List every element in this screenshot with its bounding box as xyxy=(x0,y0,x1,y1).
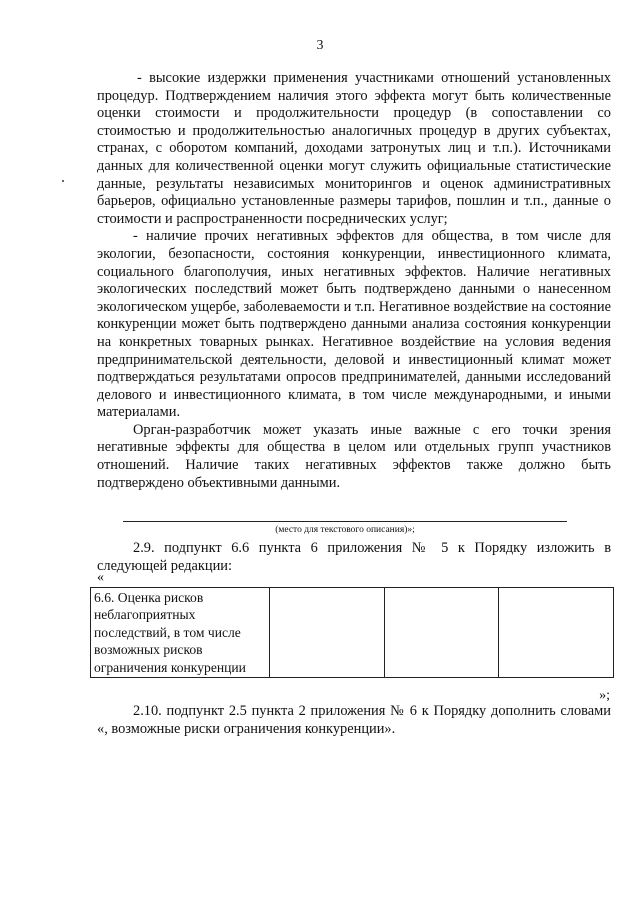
paragraph-negative-effects: - наличие прочих негативных эффектов для общества, в том числе для экологии, безопасности, состояния конкуренции, инвестиционного климата, социального благополучия, иных негативных эффектов. Наличие негативных экологических последствий может быть подтверждено данными о нанесенном экологическом ущербе, заболеваемости и т.п. Негативное воздействие на состояние конкуренции может быть подтверждено данными анализа состояния конкуренции на конкретных товарных рынках. Негативное воздействие на условия ведения предпринимательской деятельности, деловой и инвестиционный климат может подтверждаться результатами опросов предпринимателей, данными исследований делового и инвестиционного климата, в том числе международными, и иными материалами. xyxy=(97,228,611,421)
risk-assessment-table xyxy=(90,587,614,678)
clause-2-9: 2.9. подпункт 6.6 пункта 6 приложения № 5 к Порядку изложить в следующей редакции: xyxy=(97,540,611,574)
paragraph-other-effects: Орган-разработчик может указать иные важные с его точки зрения негативные эффекты для общества в целом или отдельных групп участников отношений. Наличие таких негативных эффектов также должно быть подтверждено объективными данными. xyxy=(97,421,611,491)
table-row xyxy=(91,588,614,678)
description-caption: (место для текстового описания)»; xyxy=(275,525,415,535)
table-cell-label: 6.6. Оценка рисков неблагоприятных последствий, в том числе возможных рисков ограничения конкуренции xyxy=(91,588,270,678)
document-body xyxy=(97,70,611,492)
paragraph-costs: - высокие издержки применения участниками отношений установленных процедур. Подтверждением наличия этого эффекта могут быть количественные оценки стоимости и продолжительности процедур (в сопоставлении со стоимостью и продолжительностью аналогичных процедур в других субъектах, странах, с оборотом компаний, доходами затронутых лиц и т.п.). Источниками данных для количественной оценки могут служить официальные статистические данные, результаты независимых мониторингов и оценок административных барьеров, официально установленные размеры тарифов, пошлин и т.п., данные о стоимости и распространенности посреднических услуг; xyxy=(97,70,611,227)
closing-quote: »; xyxy=(599,688,610,703)
table-cell-empty xyxy=(384,588,499,678)
table-cell-empty xyxy=(270,588,385,678)
table-cell-empty xyxy=(499,588,614,678)
clause-2-10: 2.10. подпункт 2.5 пункта 2 приложения № 6 к Порядку дополнить словами «, возможные риски ограничения конкуренции». xyxy=(97,703,611,737)
opening-quote: « xyxy=(97,570,104,585)
margin-mark xyxy=(62,180,64,182)
page-number: 3 xyxy=(316,38,324,53)
description-line xyxy=(123,521,567,522)
